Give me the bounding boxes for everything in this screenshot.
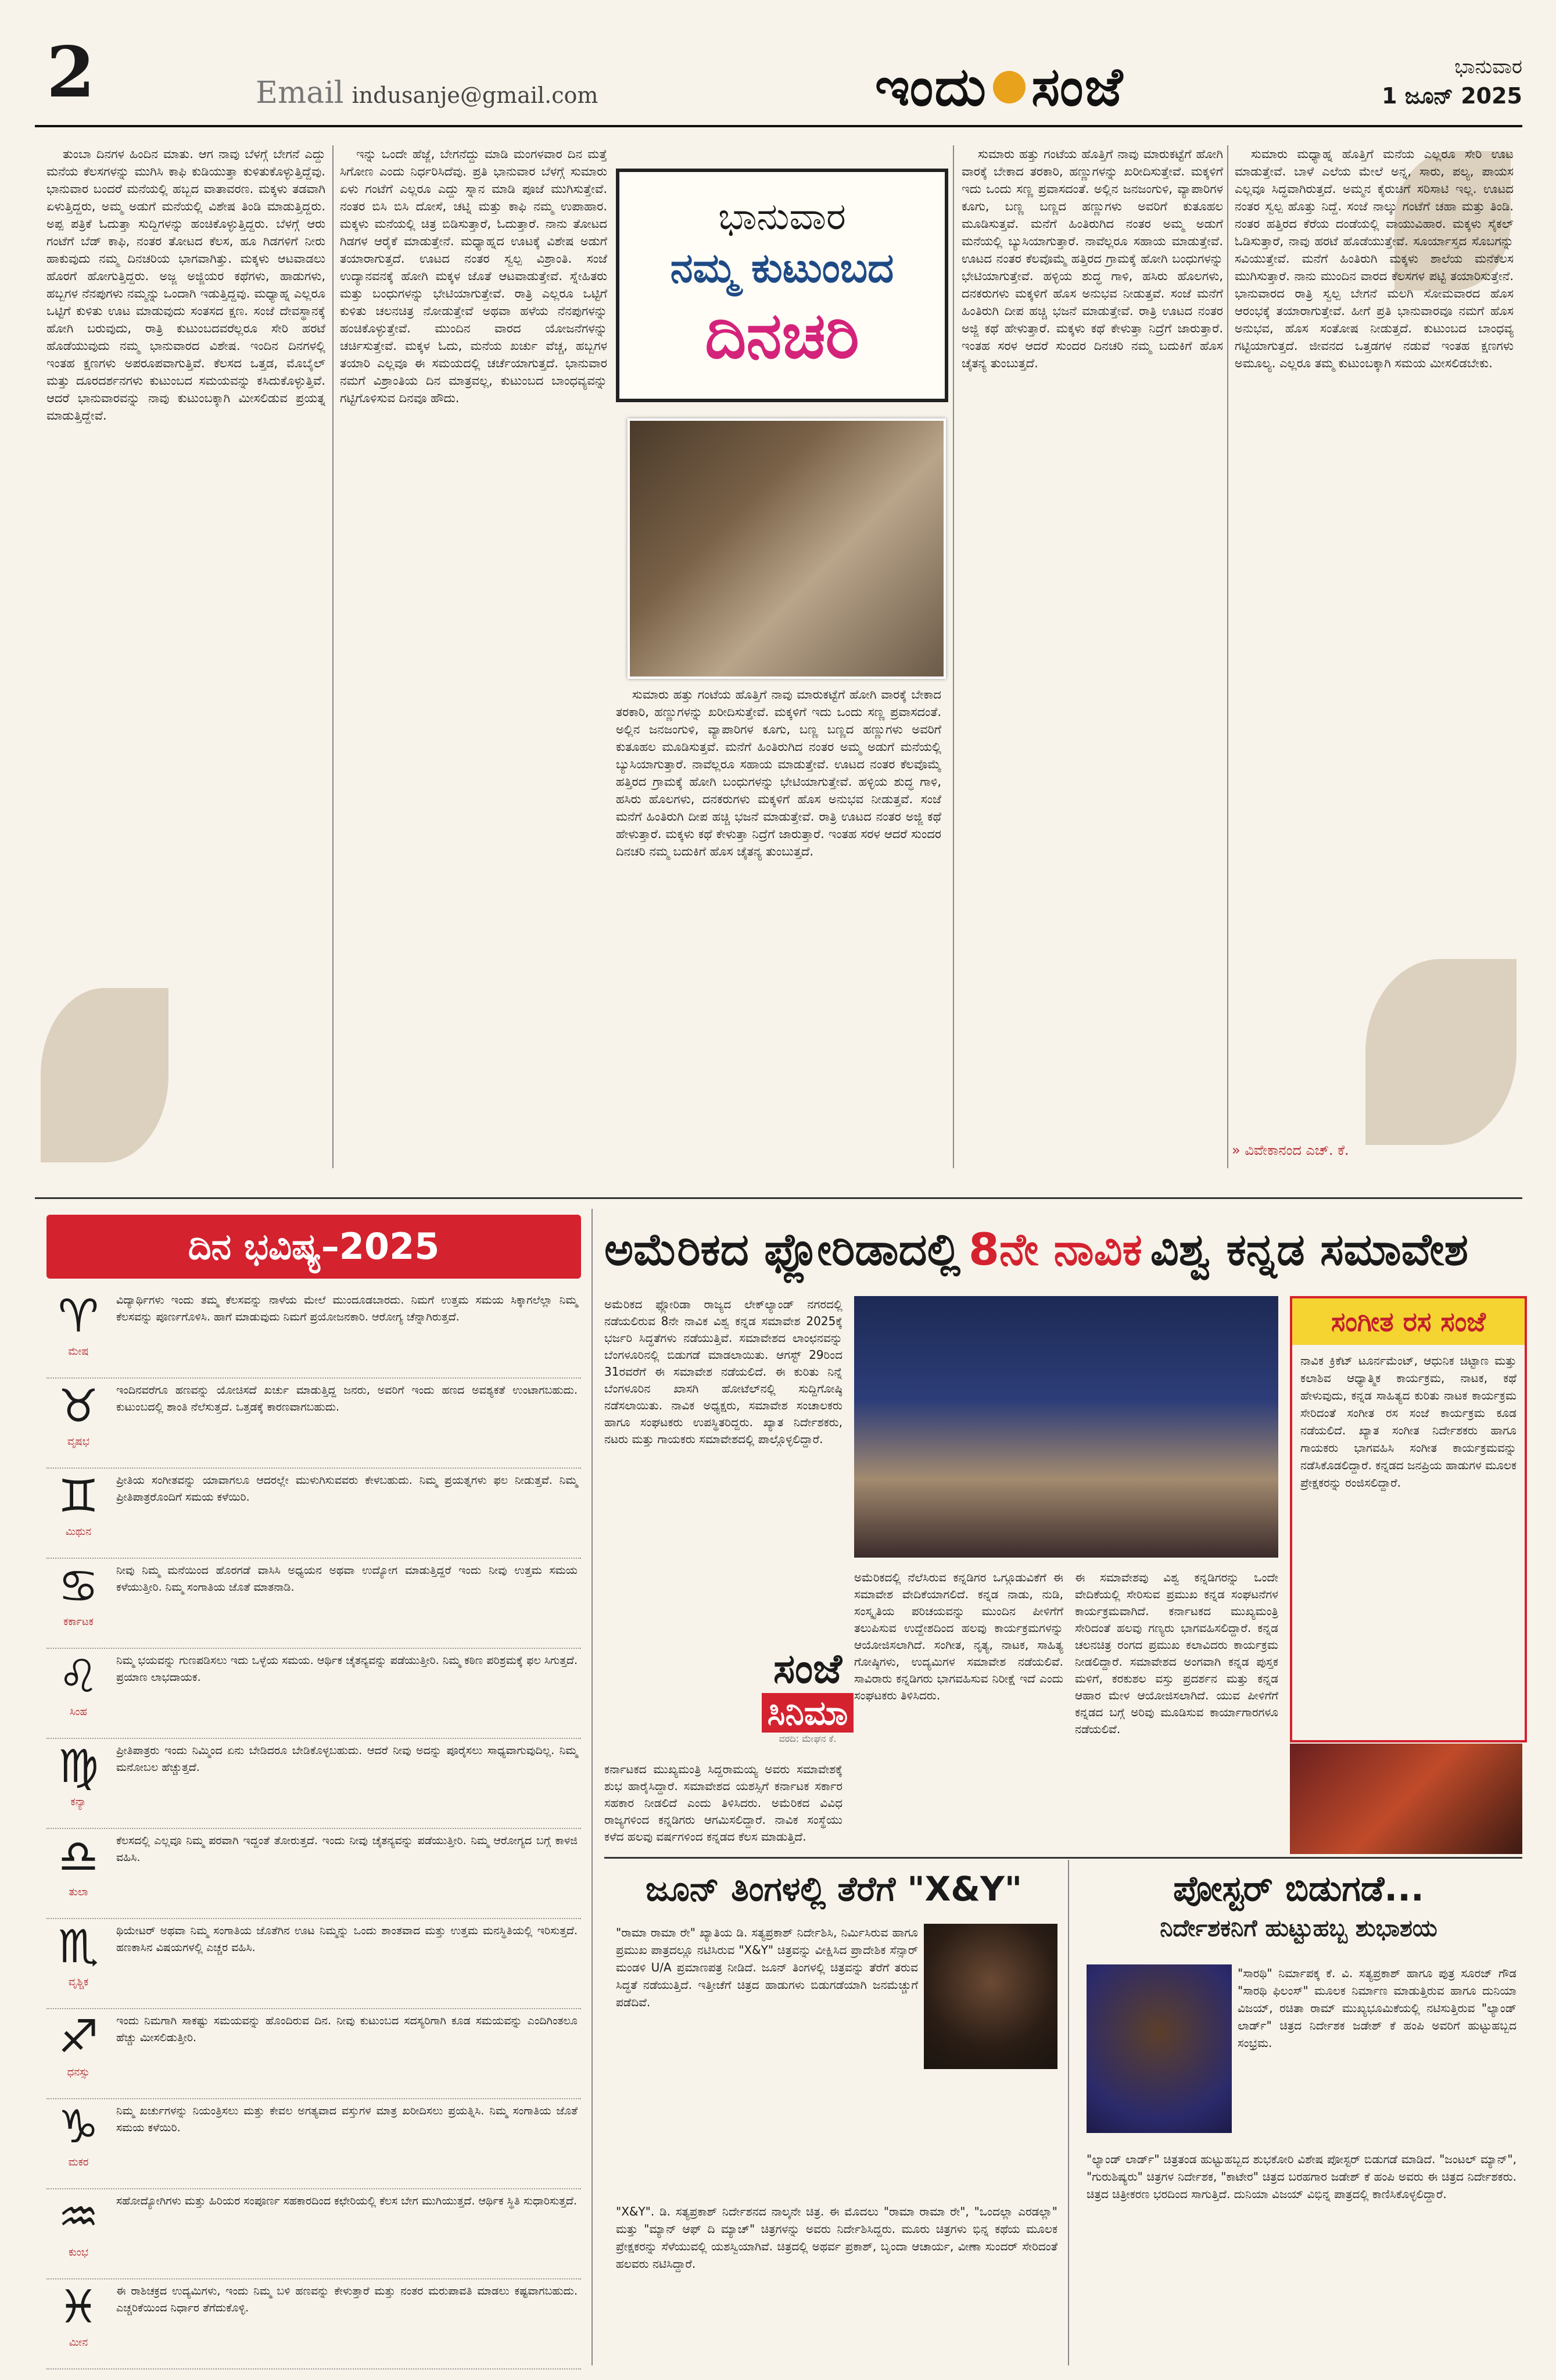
email-label: Email [256, 76, 344, 110]
horoscope-text: ಕೆಲಸದಲ್ಲಿ ಎಲ್ಲವೂ ನಿಮ್ಮ ಪರವಾಗಿ ಇದ್ದಂತೆ ತೋರುತ್ತದೆ. ಇಂದು ನೀವು ಚೈತನ್ಯವನ್ನು ಪಡೆಯುತ್ತೀರಿ. ನಿಮ್ಮ ಆರೋಗ್ಯದ ಬಗ್ಗೆ ಕಾಳಜಿ ವಹಿಸಿ. [116, 1834, 578, 1864]
feature-title-line1: ಭಾನುವಾರ [718, 195, 846, 238]
zodiac-name: ಮೀನ [69, 2336, 88, 2349]
horoscope-text: ಥಿಯೇಟರ್ ಅಥವಾ ನಿಮ್ಮ ಸಂಗಾತಿಯ ಜೊತೆಗಿನ ಊಟ ನಿಮ್ಮನ್ನು ಒಂದು ಶಾಂತವಾದ ಮತ್ತು ಉತ್ತಮ ಮನಸ್ಥಿತಿಯಲ್ಲಿ ಇರಿಸುತ್ತದೆ. ಹಣಕಾಸಿನ ವಿಷಯಗಳಲ್ಲಿ ಎಚ್ಚರ ವಹಿಸಿ. [116, 1924, 578, 1954]
poster-subheadline: ನಿರ್ದೇಶಕನಿಗೆ ಹುಟ್ಟುಹಬ್ಬ ಶುಭಾಶಯ [1160, 1915, 1437, 1942]
feature-byline: » ವಿವೇಕಾನಂದ ಎಚ್. ಕೆ. [1232, 1142, 1349, 1158]
masthead-left: ಇಂದು [874, 55, 988, 118]
zodiac-sign-icon [46, 1558, 110, 1648]
header-rule [35, 125, 1522, 127]
poster-headline: ಪೋಸ್ಟರ್ ಬಿಡುಗಡೆ... [1173, 1869, 1424, 1909]
horoscope-text: ವಿದ್ಯಾರ್ಥಿಗಳು ಇಂದು ತಮ್ಮ ಕೆಲಸವನ್ನು ನಾಳೆಯ ಮೇಲೆ ಮುಂದೂಡಬಾರದು. ನಿಮಗೆ ಉತ್ತಮ ಸಮಯ ಸಿಕ್ಕಾಗಲೆಲ್ಲಾ ನಿಮ್ಮ ಕೆಲಸವನ್ನು ಪೂರ್ಣಗೊಳಿಸಿ. ಹಾಗೆ ಮಾಡುವುದು ನಿಮಗೆ ಪ್ರಯೋಜನಕಾರಿ. ಆರೋಗ್ಯ ಚೆನ್ನಾಗಿರುತ್ತದೆ. [116, 1294, 578, 1323]
section-divider [604, 1857, 1522, 1859]
sangeeta-text: ನಾವಿಕ ಕ್ರಿಕೆಟ್ ಟೂರ್ನಮೆಂಟ್, ಆಧುನಿಕ ಚಿಟ್ಟಾಣ ಮತ್ತು ಕಲಾಶಿವ ಆಧ್ಯಾತ್ಮಿಕ ಕಾರ್ಯಕ್ರಮ, ನಾಟಕ, ಕಥೆ ಹೇಳುವುದು, ಕನ್ನಡ ಸಾಹಿತ್ಯದ ಕುರಿತು ನಾಟಕ ಕಾರ್ಯಕ್ರಮ ಸೇರಿದಂತೆ ಸಂಗೀತ ರಸ ಸಂಜೆ ಕಾರ್ಯಕ್ರಮ ಕೂಡ ನಡೆಯಲಿದೆ. ಖ್ಯಾತ ಸಂಗೀತ ನಿರ್ದೇಶಕರು ಹಾಗೂ ಗಾಯಕರು ಭಾಗವಹಿಸಿ ಸಂಗೀತ ಕಾರ್ಯಕ್ರಮವನ್ನು ನಡೆಸಿಕೊಡಲಿದ್ದಾರೆ. ಕನ್ನಡದ ಜನಪ್ರಿಯ ಹಾಡುಗಳ ಮೂಲಕ ಪ್ರೇಕ್ಷಕರನ್ನು ರಂಜಿಸಲಿದ್ದಾರೆ. [1300, 1354, 1516, 1490]
sanje-cinema-logo [732, 1645, 883, 1755]
horoscope-row [46, 2278, 581, 2370]
florida-headline-pre: ಅಮೆರಿಕದ ಫ್ಲೋರಿಡಾದಲ್ಲಿ [604, 1223, 961, 1275]
florida-column-4: ಕರ್ನಾಟಕದ ಮುಖ್ಯಮಂತ್ರಿ ಸಿದ್ದರಾಮಯ್ಯ ಅವರು ಸಮಾವೇಶಕ್ಕೆ ಶುಭ ಹಾರೈಸಿದ್ದಾರೆ. ಸಮಾವೇಶದ ಯಶಸ್ಸಿಗೆ ಕರ್ನಾಟಕ ಸರ್ಕಾರ ಸಹಕಾರ ನೀಡಲಿದೆ ಎಂದು ತಿಳಿಸಿದರು. ಅಮೆರಿಕದ ವಿವಿಧ ರಾಜ್ಯಗಳಿಂದ ಕನ್ನಡಿಗರು ಆಗಮಿಸಲಿದ್ದಾರೆ. ನಾವಿಕ ಸಂಸ್ಥೆಯು ಕಳೆದ ಹಲವು ವರ್ಷಗಳಿಂದ ಕನ್ನಡದ ಕೆಲಸ ಮಾಡುತ್ತಿದೆ. [604, 1762, 842, 1844]
zodiac-name: ವೃಷಭ [67, 1436, 90, 1448]
feature-column-5: ಸುಮಾರು ಮಧ್ಯಾಹ್ನ ಹೊತ್ತಿಗೆ ಮನೆಯ ಎಲ್ಲರೂ ಸೇರಿ ಊಟ ಮಾಡುತ್ತೇವೆ. ಬಾಳೆ ಎಲೆಯ ಮೇಲೆ ಅನ್ನ, ಸಾರು, ಪಲ್ಯ, ಪಾಯಸ ಎಲ್ಲವೂ ಸಿದ್ಧವಾಗಿರುತ್ತದೆ. ಅಮ್ಮನ ಕೈರುಚಿಗೆ ಸರಿಸಾಟಿ ಇಲ್ಲ. ಊಟದ ನಂತರ ಸ್ವಲ್ಪ ಹೊತ್ತು ನಿದ್ದೆ. ಸಂಜೆ ನಾಲ್ಕು ಗಂಟೆಗೆ ಚಹಾ ಮತ್ತು ತಿಂಡಿ. ನಂತರ ಹತ್ತಿರದ ಕೆರೆಯ ದಂಡೆಯಲ್ಲಿ ವಾಯುವಿಹಾರ. ಮಕ್ಕಳು ಸೈಕಲ್ ಓಡಿಸುತ್ತಾರೆ, ನಾವು ಹರಟೆ ಹೊಡೆಯುತ್ತೇವೆ. ಸೂರ್ಯಾಸ್ತದ ಸೊಬಗನ್ನು ಸವಿಯುತ್ತೇವೆ. ಮನೆಗೆ ಹಿಂತಿರುಗಿ ಮಕ್ಕಳು ಶಾಲೆಯ ಮನೆಕೆಲಸ ಮುಗಿಸುತ್ತಾರೆ. ನಾನು ಮುಂದಿನ ವಾರದ ಕೆಲಸಗಳ ಪಟ್ಟಿ ತಯಾರಿಸುತ್ತೇನೆ. ಭಾನುವಾರದ ರಾತ್ರಿ ಸ್ವಲ್ಪ ಬೇಗನೆ ಮಲಗಿ ಸೋಮವಾರದ ಹೊಸ ಆರಂಭಕ್ಕೆ ತಯಾರಾಗುತ್ತೇವೆ. ಹೀಗೆ ಪ್ರತಿ ಭಾನುವಾರವೂ ನಮಗೆ ಹೊಸ ಅನುಭವ, ಹೊಸ ಸಂತೋಷ ನೀಡುತ್ತದೆ. ಕುಟುಂಬದ ಬಾಂಧವ್ಯ ಗಟ್ಟಿಯಾಗುತ್ತದೆ. ಜೀವನದ ಒತ್ತಡಗಳ ನಡುವೆ ಇಂತಹ ಕ್ಷಣಗಳು ಅಮೂಲ್ಯ. ಎಲ್ಲರೂ ತಮ್ಮ ಕುಟುಂಬಕ್ಕಾಗಿ ಸಮಯ ಮೀಸಲಿಡಬೇಕು. [1235, 147, 1514, 370]
zodiac-symbol: ♎ [58, 1831, 99, 1883]
horoscope-row [46, 1648, 581, 1739]
date-label: 1 ಜೂನ್ 2025 [1382, 83, 1522, 109]
horoscope-row [46, 1738, 581, 1829]
masthead-logo [825, 55, 1174, 118]
horoscope-row [46, 1468, 581, 1559]
zodiac-sign-icon [46, 1918, 110, 2008]
sanje-logo-line3: ವರದಿ: ಮೇಘನ ಕೆ. [779, 1733, 837, 1744]
feature-column-2: ಇನ್ನು ಒಂದೇ ಹೆಜ್ಜೆ, ಬೇಗನೆದ್ದು ಮಾಡಿ ಮಂಗಳವಾರ ದಿನ ಮತ್ತೆ ಸಿಗೋಣ ಎಂದು ನಿರ್ಧರಿಸಿದೆವು. ಪ್ರತಿ ಭಾನುವಾರ ಬೆಳಗ್ಗೆ ಸುಮಾರು ಏಳು ಗಂಟೆಗೆ ಎಲ್ಲರೂ ಎದ್ದು ಸ್ನಾನ ಮಾಡಿ ಪೂಜೆ ಮುಗಿಸುತ್ತೇವೆ. ನಂತರ ಬಿಸಿ ಬಿಸಿ ದೋಸೆ, ಚಟ್ನಿ ಮತ್ತು ಕಾಫಿ ನಮ್ಮ ಉಪಾಹಾರ. ಮಕ್ಕಳು ಮನೆಯಲ್ಲಿ ಚಿತ್ರ ಬಿಡಿಸುತ್ತಾರೆ, ಓದುತ್ತಾರೆ. ನಾನು ತೋಟದ ಗಿಡಗಳ ಆರೈಕೆ ಮಾಡುತ್ತೇನೆ. ಮಧ್ಯಾಹ್ನದ ಊಟಕ್ಕೆ ವಿಶೇಷ ಅಡುಗೆ ತಯಾರಾಗುತ್ತದೆ. ಊಟದ ನಂತರ ಸ್ವಲ್ಪ ವಿಶ್ರಾಂತಿ. ಸಂಜೆ ಉದ್ಯಾನವನಕ್ಕೆ ಹೋಗಿ ಮಕ್ಕಳ ಜೊತೆ ಆಟವಾಡುತ್ತೇವೆ. ಸ್ನೇಹಿತರು ಮತ್ತು ಬಂಧುಗಳನ್ನು ಭೇಟಿಯಾಗುತ್ತೇವೆ. ರಾತ್ರಿ ಎಲ್ಲರೂ ಒಟ್ಟಿಗೆ ಕುಳಿತು ಚಲನಚಿತ್ರ ನೋಡುತ್ತೇವೆ ಅಥವಾ ಹಳೆಯ ನೆನಪುಗಳನ್ನು ಹಂಚಿಕೊಳ್ಳುತ್ತೇವೆ. ಮುಂದಿನ ವಾರದ ಯೋಜನೆಗಳನ್ನು ಚರ್ಚಿಸುತ್ತೇವೆ. ಮಕ್ಕಳ ಓದು, ಮನೆಯ ಖರ್ಚು ವೆಚ್ಚ, ಹಬ್ಬಗಳ ತಯಾರಿ ಎಲ್ಲವೂ ಈ ಸಮಯದಲ್ಲಿ ಚರ್ಚೆಯಾಗುತ್ತದೆ. ಭಾನುವಾರ ನಮಗೆ ವಿಶ್ರಾಂತಿಯ ದಿನ ಮಾತ್ರವಲ್ಲ, ಕುಟುಂಬದ ಬಾಂಧವ್ಯವನ್ನು ಗಟ್ಟಿಗೊಳಿಸುವ ದಿನವೂ ಹೌದು. [340, 147, 607, 405]
zodiac-sign-icon [46, 2098, 110, 2188]
column-rule [1227, 145, 1228, 1168]
feature-column-1: ತುಂಬಾ ದಿನಗಳ ಹಿಂದಿನ ಮಾತು. ಆಗ ನಾವು ಬೆಳಗ್ಗೆ ಬೇಗನೆ ಎದ್ದು ಮನೆಯ ಕೆಲಸಗಳನ್ನು ಮುಗಿಸಿ ಕಾಫಿ ಕುಡಿಯುತ್ತಾ ಕುಳಿತುಕೊಳ್ಳುತ್ತಿದ್ದೆವು. ಭಾನುವಾರ ಬಂದರೆ ಮನೆಯಲ್ಲಿ ಹಬ್ಬದ ವಾತಾವರಣ. ಮಕ್ಕಳು ತಡವಾಗಿ ಏಳುತ್ತಿದ್ದರು, ಅಮ್ಮ ಅಡುಗೆ ಮನೆಯಲ್ಲಿ ವಿಶೇಷ ತಿಂಡಿ ಮಾಡುತ್ತಿದ್ದರು. ಅಪ್ಪ ಪತ್ರಿಕೆ ಓದುತ್ತಾ ಸುದ್ದಿಗಳನ್ನು ಹಂಚಿಕೊಳ್ಳುತ್ತಿದ್ದರು. ಬೆಳಗ್ಗೆ ಆರು ಗಂಟೆಗೆ ಬೆಡ್ ಕಾಫಿ, ನಂತರ ತೋಟದ ಕೆಲಸ, ಹೂ ಗಿಡಗಳಿಗೆ ನೀರು ಹಾಕುವುದು ನಮ್ಮ ದಿನಚರಿಯ ಭಾಗವಾಗಿತ್ತು. ಮಕ್ಕಳು ಆಟವಾಡಲು ಹೊರಗೆ ಹೋಗುತ್ತಿದ್ದರು. ಅಜ್ಜ ಅಜ್ಜಿಯರ ಕಥೆಗಳು, ಹಾಡುಗಳು, ಹಬ್ಬಗಳ ನೆನಪುಗಳು ನಮ್ಮನ್ನು ಒಂದಾಗಿ ಇಡುತ್ತಿದ್ದವು. ಮಧ್ಯಾಹ್ನ ಎಲ್ಲರೂ ಒಟ್ಟಿಗೆ ಕುಳಿತು ಊಟ ಮಾಡುವುದು ಸಂತಸದ ಕ್ಷಣ. ಸಂಜೆ ದೇವಸ್ಥಾನಕ್ಕೆ ಹೋಗಿ ಬರುವುದು, ರಾತ್ರಿ ಕುಟುಂಬದವರೆಲ್ಲರೂ ಸೇರಿ ಹರಟೆ ಹೊಡೆಯುವುದು ನಮ್ಮ ಭಾನುವಾರದ ವಿಶೇಷ. ಇಂದಿನ ದಿನಗಳಲ್ಲಿ ಇಂತಹ ಕ್ಷಣಗಳು ಅಪರೂಪವಾಗುತ್ತಿವೆ. ಕೆಲಸದ ಒತ್ತಡ, ಮೊಬೈಲ್ ಮತ್ತು ದೂರದರ್ಶನಗಳು ಕುಟುಂಬದ ಸಮಯವನ್ನು ಕಸಿದುಕೊಳ್ಳುತ್ತಿವೆ. ಆದರೆ ಭಾನುವಾರವನ್ನು ನಾವು ಕುಟುಂಬಕ್ಕಾಗಿ ಮೀಸಲಿಡುವ ಪ್ರಯತ್ನ ಮಾಡುತ್ತಿದ್ದೇವೆ. [46, 147, 325, 423]
florida-column-1: ಅಮೆರಿಕದ ಫ್ಲೋರಿಡಾ ರಾಜ್ಯದ ಲೇಕ್‌ಲ್ಯಾಂಡ್ ನಗರದಲ್ಲಿ ನಡೆಯಲಿರುವ 8ನೇ ನಾವಿಕ ವಿಶ್ವ ಕನ್ನಡ ಸಮಾವೇಶ 2025ಕ್ಕೆ ಭರ್ಜರಿ ಸಿದ್ಧತೆಗಳು ನಡೆಯುತ್ತಿವೆ. ಸಮಾವೇಶದ ಲಾಂಛನವನ್ನು ಬೆಂಗಳೂರಿನಲ್ಲಿ ಬಿಡುಗಡೆ ಮಾಡಲಾಯಿತು. ಆಗಸ್ಟ್ 29ರಿಂದ 31ರವರೆಗೆ ಈ ಸಮಾವೇಶ ನಡೆಯಲಿದೆ. ಈ ಕುರಿತು ನಿನ್ನೆ ಬೆಂಗಳೂರಿನ ಖಾಸಗಿ ಹೋಟೆಲ್‌ನಲ್ಲಿ ಸುದ್ದಿಗೋಷ್ಠಿ ನಡೆಸಲಾಯಿತು. ನಾವಿಕ ಅಧ್ಯಕ್ಷರು, ಸಮಾವೇಶ ಸಂಚಾಲಕರು ಹಾಗೂ ಸಂಘಟಕರು ಉಪಸ್ಥಿತರಿದ್ದರು. ಖ್ಯಾತ ನಿರ್ದೇಶಕರು, ನಟರು ಮತ್ತು ಗಾಯಕರು ಸಮಾವೇಶದಲ್ಲಿ ಪಾಲ್ಗೊಳ್ಳಲಿದ್ದಾರೆ. [604, 1297, 842, 1446]
zodiac-symbol: ♓ [58, 2281, 99, 2334]
horoscope-title: ದಿನ ಭವಿಷ್ಯ–2025 [46, 1215, 581, 1279]
zodiac-symbol: ♉ [58, 1380, 99, 1433]
poster-text: "ಸಾರಥಿ" ನಿರ್ಮಾಪಕ್ಕ ಕೆ. ವಿ. ಸತ್ಯಪ್ರಕಾಶ್ ಹಾಗೂ ಪುತ್ರ ಸೂರಜ್ ಗೌಡ "ಸಾರಥಿ ಫಿಲಂಸ್" ಮೂಲಕ ನಿರ್ಮಾಣ ಮಾಡುತ್ತಿರುವ ಹಾಗೂ ದುನಿಯಾ ವಿಜಯ್, ರಚಿತಾ ರಾಮ್ ಮುಖ್ಯಭೂಮಿಕೆಯಲ್ಲಿ ನಟಿಸುತ್ತಿರುವ "ಲ್ಯಾಂಡ್ ಲಾರ್ಡ್" ಚಿತ್ರದ ನಿರ್ದೇಶಕ ಜಡೇಶ್ ಕೆ ಹಂಪಿ ಅವರಿಗೆ ಹುಟ್ಟುಹಬ್ಬದ ಸಂಭ್ರಮ. [1238, 1966, 1516, 2050]
masthead-sun-icon [993, 71, 1026, 103]
zodiac-name: ಮಕರ [68, 2156, 89, 2168]
xy-text: "ರಾಮಾ ರಾಮಾ ರೇ" ಖ್ಯಾತಿಯ ಡಿ. ಸತ್ಯಪ್ರಕಾಶ್ ನಿರ್ದೇಶಿಸಿ, ನಿರ್ಮಿಸಿರುವ ಹಾಗೂ ಪ್ರಮುಖ ಪಾತ್ರದಲ್ಲೂ ನಟಿಸಿರುವ "X&Y" ಚಿತ್ರವನ್ನು ವೀಕ್ಷಿಸಿದ ಪ್ರಾದೇಶಿಕ ಸೆನ್ಸಾರ್ ಮಂಡಳಿ U/A ಪ್ರಮಾಣಪತ್ರ ನೀಡಿದೆ. ಜೂನ್ ತಿಂಗಳಲ್ಲಿ ಚಿತ್ರವನ್ನು ತೆರೆಗೆ ತರುವ ಸಿದ್ಧತೆ ನಡೆಯುತ್ತಿದೆ. ಇತ್ತೀಚೆಗೆ ಚಿತ್ರದ ಹಾಡುಗಳು ಬಿಡುಗಡೆಯಾಗಿ ಜನಮೆಚ್ಚುಗೆ ಪಡೆದಿವೆ. [616, 1926, 918, 2009]
florida-column-3: ಈ ಸಮಾವೇಶವು ವಿಶ್ವ ಕನ್ನಡಿಗರನ್ನು ಒಂದೇ ವೇದಿಕೆಯಲ್ಲಿ ಸೇರಿಸುವ ಪ್ರಮುಖ ಕನ್ನಡ ಸಂಘಟನೆಗಳ ಕಾರ್ಯಕ್ರಮವಾಗಿದೆ. ಕರ್ನಾಟಕದ ಮುಖ್ಯಮಂತ್ರಿ ಸೇರಿದಂತೆ ಹಲವು ಗಣ್ಯರು ಭಾಗವಹಿಸಲಿದ್ದಾರೆ. ಕನ್ನಡ ಚಲನಚಿತ್ರ ರಂಗದ ಪ್ರಮುಖ ಕಲಾವಿದರು ಕಾರ್ಯಕ್ರಮ ನೀಡಲಿದ್ದಾರೆ. ಸಮಾವೇಶದ ಅಂಗವಾಗಿ ಕನ್ನಡ ಪುಸ್ತಕ ಮಳಿಗೆ, ಕರಕುಶಲ ವಸ್ತು ಪ್ರದರ್ಶನ ಮತ್ತು ಕನ್ನಡ ಆಹಾರ ಮೇಳ ಆಯೋಜಿಸಲಾಗಿದೆ. ಯುವ ಪೀಳಿಗೆಗೆ ಕನ್ನಡದ ಬಗ್ಗೆ ಅರಿವು ಮೂಡಿಸುವ ಕಾರ್ಯಾಗಾರಗಳೂ ನಡೆಯಲಿವೆ. [1075, 1570, 1278, 1736]
horoscope-row [46, 1377, 581, 1469]
zodiac-sign-icon [46, 2008, 110, 2098]
section-divider [35, 1197, 1522, 1199]
feature-column-4: ಸುಮಾರು ಹತ್ತು ಗಂಟೆಯ ಹೊತ್ತಿಗೆ ನಾವು ಮಾರುಕಟ್ಟೆಗೆ ಹೋಗಿ ವಾರಕ್ಕೆ ಬೇಕಾದ ತರಕಾರಿ, ಹಣ್ಣುಗಳನ್ನು ಖರೀದಿಸುತ್ತೇವೆ. ಮಕ್ಕಳಿಗೆ ಇದು ಒಂದು ಸಣ್ಣ ಪ್ರವಾಸದಂತೆ. ಅಲ್ಲಿನ ಜನಜಂಗುಳಿ, ವ್ಯಾಪಾರಿಗಳ ಕೂಗು, ಬಣ್ಣ ಬಣ್ಣದ ಹಣ್ಣುಗಳು ಅವರಿಗೆ ಕುತೂಹಲ ಮೂಡಿಸುತ್ತವೆ. ಮನೆಗೆ ಹಿಂತಿರುಗಿದ ನಂತರ ಅಮ್ಮ ಅಡುಗೆ ಮನೆಯಲ್ಲಿ ಬ್ಯುಸಿಯಾಗುತ್ತಾರೆ. ನಾವೆಲ್ಲರೂ ಸಹಾಯ ಮಾಡುತ್ತೇವೆ. ಊಟದ ನಂತರ ಕೆಲವೊಮ್ಮೆ ಹತ್ತಿರದ ಗ್ರಾಮಕ್ಕೆ ಹೋಗಿ ಬಂಧುಗಳನ್ನು ಭೇಟಿಯಾಗುತ್ತೇವೆ. ಹಳ್ಳಿಯ ಶುದ್ಧ ಗಾಳಿ, ಹಸಿರು ಹೊಲಗಳು, ದನಕರುಗಳು ಮಕ್ಕಳಿಗೆ ಹೊಸ ಅನುಭವ ನೀಡುತ್ತವೆ. ಸಂಜೆ ಮನೆಗೆ ಹಿಂತಿರುಗಿ ದೀಪ ಹಚ್ಚಿ ಭಜನೆ ಮಾಡುತ್ತೇವೆ. ರಾತ್ರಿ ಊಟದ ನಂತರ ಅಜ್ಜಿ ಕಥೆ ಹೇಳುತ್ತಾರೆ. ಮಕ್ಕಳು ಕಥೆ ಕೇಳುತ್ತಾ ನಿದ್ರೆಗೆ ಜಾರುತ್ತಾರೆ. ಇಂತಹ ಸರಳ ಆದರೆ ಸುಂದರ ದಿನಚರಿ ನಮ್ಮ ಬದುಕಿಗೆ ಹೊಸ ಚೈತನ್ಯ ತುಂಬುತ್ತದೆ. [962, 147, 1223, 370]
poster-director-photo [1087, 1964, 1232, 2133]
horoscope-row [46, 1828, 581, 1919]
florida-headline [604, 1215, 1522, 1284]
column-rule [953, 145, 954, 1168]
horoscope-row [46, 2008, 581, 2099]
column-rule [1068, 1860, 1069, 2365]
masthead-right: ಸಂಜೆ [1031, 55, 1124, 118]
zodiac-name: ಕನ್ಯಾ [70, 1796, 87, 1808]
page-number: 2 [46, 31, 95, 113]
horoscope-text: ಇಂದಿನವರೆಗೂ ಹಣವನ್ನು ಯೋಚಿಸದೆ ಖರ್ಚು ಮಾಡುತ್ತಿದ್ದ ಜನರು, ಅವರಿಗೆ ಇಂದು ಹಣದ ಅವಶ್ಯಕತೆ ಉಂಟಾಗಬಹುದು. ಕುಟುಂಬದಲ್ಲಿ ಶಾಂತಿ ನೆಲೆಸುತ್ತದೆ. ಒತ್ತಡಕ್ಕೆ ಕಾರಣವಾಗಬಹುದು. [116, 1384, 578, 1413]
horoscope-text: ಇಂದು ನಿಮಗಾಗಿ ಸಾಕಷ್ಟು ಸಮಯವನ್ನು ಹೊಂದಿರುವ ದಿನ. ನೀವು ಕುಟುಂಬದ ಸದಸ್ಯರಿಗಾಗಿ ಕೂಡ ಸಮಯವನ್ನು ಎಂದಿಗಿಂತಲೂ ಹೆಚ್ಚು ಮೀಸಲಿಡುತ್ತೀರಿ. [116, 2014, 578, 2044]
zodiac-name: ವೃಶ್ಚಿಕ [68, 1976, 89, 1988]
zodiac-sign-icon [46, 1287, 110, 1377]
zodiac-symbol: ♍ [58, 1741, 99, 1793]
horoscope-row [46, 1287, 581, 1379]
horoscope-text: ನೀವು ನಿಮ್ಮ ಮನೆಯಿಂದ ಹೊರಗಡೆ ವಾಸಿಸಿ ಅಧ್ಯಯನ ಅಥವಾ ಉದ್ಯೋಗ ಮಾಡುತ್ತಿದ್ದರೆ ಇಂದು ನೀವು ಉತ್ತಮ ಸಮಯ ಕಳೆಯುತ್ತೀರಿ. ನಿಮ್ಮ ಸಂಗಾತಿಯ ಜೊತೆ ಮಾತನಾಡಿ. [116, 1564, 578, 1594]
horoscope-row [46, 1918, 581, 2009]
zodiac-sign-icon [46, 1377, 110, 1468]
email-address[interactable]: indusanje@gmail.com [352, 83, 598, 108]
zodiac-sign-icon [46, 2188, 110, 2278]
zodiac-symbol: ♌ [58, 1651, 99, 1703]
zodiac-symbol: ♒ [58, 2191, 99, 2243]
xy-bottom-text: "X&Y". ಡಿ. ಸತ್ಯಪ್ರಕಾಶ್ ನಿರ್ದೇಶನದ ನಾಲ್ಕನೇ ಚಿತ್ರ. ಈ ಮೊದಲು "ರಾಮಾ ರಾಮಾ ರೇ", "ಒಂದಲ್ಲಾ ಎರಡಲ್ಲಾ" ಮತ್ತು "ಮ್ಯಾನ್ ಆಫ್ ದಿ ಮ್ಯಾಚ್" ಚಿತ್ರಗಳನ್ನು ಅವರು ನಿರ್ದೇಶಿಸಿದ್ದರು. ಮೂರು ಚಿತ್ರಗಳು ಭಿನ್ನ ಕಥೆಯ ಮೂಲಕ ಪ್ರೇಕ್ಷಕರನ್ನು ಸೆಳೆಯುವಲ್ಲಿ ಯಶಸ್ವಿಯಾಗಿವೆ. ಚಿತ್ರದಲ್ಲಿ ಅಥರ್ವ ಪ್ರಕಾಶ್, ಬೃಂದಾ ಆಚಾರ್ಯ, ವೀಣಾ ಸುಂದರ್ ಸೇರಿದಂತೆ ಹಲವರು ನಟಿಸಿದ್ದಾರೆ. [616, 2204, 1057, 2271]
poster-bottom-text: "ಲ್ಯಾಂಡ್ ಲಾರ್ಡ್" ಚಿತ್ರತಂಡ ಹುಟ್ಟುಹಬ್ಬದ ಶುಭಕೋರಿ ವಿಶೇಷ ಪೋಸ್ಟರ್ ಬಿಡುಗಡೆ ಮಾಡಿದೆ. "ಜಂಟಲ್ ಮ್ಯಾನ್", "ಗುರುಶಿಷ್ಯರು" ಚಿತ್ರಗಳ ನಿರ್ದೇಶಕ, "ಕಾಟೇರ" ಚಿತ್ರದ ಬರಹಗಾರ ಜಡೇಶ್ ಕೆ ಹಂಪಿ ಅವರು ಈ ಚಿತ್ರದ ನಿರ್ದೇಶಕರು. ಚಿತ್ರದ ಚಿತ್ರೀಕರಣ ಭರದಿಂದ ಸಾಗುತ್ತಿದೆ. ದುನಿಯಾ ವಿಜಯ್ ವಿಭಿನ್ನ ಪಾತ್ರದಲ್ಲಿ ಕಾಣಿಸಿಕೊಳ್ಳಲಿದ್ದಾರೆ. [1087, 2152, 1516, 2201]
zodiac-symbol: ♈ [58, 1290, 99, 1343]
horoscope-text: ಪ್ರೀತಿಪಾತ್ರರು ಇಂದು ನಿಮ್ಮಿಂದ ಏನು ಬೇಡಿದರೂ ಬೇಡಿಕೊಳ್ಳಬಹುದು. ಆದರೆ ನೀವು ಅದನ್ನು ಪೂರೈಸಲು ಸಾಧ್ಯವಾಗುವುದಿಲ್ಲ. ನಿಮ್ಮ ಮನೋಬಲ ಹೆಚ್ಚುತ್ತದೆ. [116, 1744, 578, 1774]
zodiac-name: ಸಿಂಹ [69, 1706, 87, 1718]
zodiac-symbol: ♑ [58, 2101, 99, 2153]
day-label: ಭಾನುವಾರ [1454, 55, 1522, 78]
sanje-logo-line2: ಸಿನಿಮಾ [762, 1693, 854, 1733]
zodiac-name: ಮಿಥುನ [65, 1526, 92, 1538]
zodiac-name: ತುಲಾ [69, 1886, 88, 1898]
zodiac-name: ಧನಸ್ಸು [67, 2066, 90, 2078]
zodiac-sign-icon [46, 1648, 110, 1738]
zodiac-symbol: ♋ [58, 1561, 99, 1613]
horoscope-text: ಸಹೋದ್ಯೋಗಿಗಳು ಮತ್ತು ಹಿರಿಯರ ಸಂಪೂರ್ಣ ಸಹಕಾರದಿಂದ ಕಛೇರಿಯಲ್ಲಿ ಕೆಲಸ ಬೇಗ ಮುಗಿಯುತ್ತದೆ. ಆರ್ಥಿಕ ಸ್ಥಿತಿ ಸುಧಾರಿಸುತ್ತದೆ. [116, 2195, 577, 2207]
florida-headline-post: ವಿಶ್ವ ಕನ್ನಡ ಸಮಾವೇಶ [1150, 1223, 1469, 1275]
feature-title-line3: ದಿನಚರಿ [705, 298, 859, 373]
feature-title-box [616, 169, 948, 402]
stage-photo [1290, 1744, 1522, 1854]
column-rule [332, 145, 334, 1168]
zodiac-sign-icon [46, 1738, 110, 1828]
horoscope-row [46, 2098, 581, 2189]
xy-headline: ಜೂನ್ ತಿಂಗಳಲ್ಲಿ ತೆರೆಗೆ "X&Y" [645, 1869, 1023, 1909]
zodiac-name: ಮೇಷ [68, 1345, 89, 1358]
column-rule [591, 1209, 593, 2365]
florida-headline-red: 8ನೇ ನಾವಿಕ [969, 1223, 1142, 1275]
zodiac-symbol: ♏ [58, 1921, 99, 1973]
family-photo [628, 418, 946, 679]
email-line [256, 76, 598, 110]
zodiac-symbol: ♊ [58, 1470, 99, 1523]
horoscope-text: ಪ್ರೀತಿಯ ಸಂಗೀತವನ್ನು ಯಾವಾಗಲೂ ಆದರಲ್ಲೇ ಮುಳುಗಿಸುವವರು ಕೇಳಬಹುದು. ನಿಮ್ಮ ಪ್ರಯತ್ನಗಳು ಫಲ ನೀಡುತ್ತವೆ. ನಿಮ್ಮ ಪ್ರೀತಿಪಾತ್ರರೊಂದಿಗೆ ಸಮಯ ಕಳೆಯಿರಿ. [116, 1474, 578, 1504]
florida-event-photo [854, 1296, 1278, 1558]
horoscope-row [46, 2188, 581, 2279]
zodiac-sign-icon [46, 1828, 110, 1918]
horoscope-text: ನಿಮ್ಮ ಖರ್ಚುಗಳನ್ನು ನಿಯಂತ್ರಿಸಲು ಮತ್ತು ಕೇವಲ ಅಗತ್ಯವಾದ ವಸ್ತುಗಳ ಮಾತ್ರ ಖರೀದಿಸಲು ಪ್ರಯತ್ನಿಸಿ. ನಿಮ್ಮ ಸಂಗಾತಿಯ ಜೊತೆ ಸಮಯ ಕಳೆಯಿರಿ. [116, 2105, 578, 2134]
horoscope-text: ಈ ರಾಶಿಚಕ್ರದ ಉದ್ಯಮಿಗಳು, ಇಂದು ನಿಮ್ಮ ಬಳಿ ಹಣವನ್ನು ಕೇಳುತ್ತಾರೆ ಮತ್ತು ನಂತರ ಮರುಪಾವತಿ ಮಾಡಲು ಕಷ್ಟವಾಗಬಹುದು. ಎಚ್ಚರಿಕೆಯಿಂದ ನಿರ್ಧಾರ ತೆಗೆದುಕೊಳ್ಳಿ. [116, 2285, 578, 2314]
zodiac-name: ಕುಂಭ [68, 2246, 89, 2259]
horoscope-text: ನಿಮ್ಮ ಭಯವನ್ನು ಗುಣಪಡಿಸಲು ಇದು ಒಳ್ಳೆಯ ಸಮಯ. ಆರ್ಥಿಕ ಚೈತನ್ಯವನ್ನು ಪಡೆಯುತ್ತೀರಿ. ನಿಮ್ಮ ಕಠಿಣ ಪರಿಶ್ರಮಕ್ಕೆ ಫಲ ಸಿಗುತ್ತದೆ. ಪ್ರಯಾಣ ಲಾಭದಾಯಕ. [116, 1654, 578, 1684]
sangeeta-box [1290, 1296, 1527, 1742]
sanje-logo-line1: ಸಂಜೆ [773, 1645, 842, 1692]
horoscope-row [46, 1558, 581, 1649]
director-photo [924, 1924, 1057, 2069]
feature-column-3: ಸುಮಾರು ಹತ್ತು ಗಂಟೆಯ ಹೊತ್ತಿಗೆ ನಾವು ಮಾರುಕಟ್ಟೆಗೆ ಹೋಗಿ ವಾರಕ್ಕೆ ಬೇಕಾದ ತರಕಾರಿ, ಹಣ್ಣುಗಳನ್ನು ಖರೀದಿಸುತ್ತೇವೆ. ಮಕ್ಕಳಿಗೆ ಇದು ಒಂದು ಸಣ್ಣ ಪ್ರವಾಸದಂತೆ. ಅಲ್ಲಿನ ಜನಜಂಗುಳಿ, ವ್ಯಾಪಾರಿಗಳ ಕೂಗು, ಬಣ್ಣ ಬಣ್ಣದ ಹಣ್ಣುಗಳು ಅವರಿಗೆ ಕುತೂಹಲ ಮೂಡಿಸುತ್ತವೆ. ಮನೆಗೆ ಹಿಂತಿರುಗಿದ ನಂತರ ಅಮ್ಮ ಅಡುಗೆ ಮನೆಯಲ್ಲಿ ಬ್ಯುಸಿಯಾಗುತ್ತಾರೆ. ನಾವೆಲ್ಲರೂ ಸಹಾಯ ಮಾಡುತ್ತೇವೆ. ಊಟದ ನಂತರ ಕೆಲವೊಮ್ಮೆ ಹತ್ತಿರದ ಗ್ರಾಮಕ್ಕೆ ಹೋಗಿ ಬಂಧುಗಳನ್ನು ಭೇಟಿಯಾಗುತ್ತೇವೆ. ಹಳ್ಳಿಯ ಶುದ್ಧ ಗಾಳಿ, ಹಸಿರು ಹೊಲಗಳು, ದನಕರುಗಳು ಮಕ್ಕಳಿಗೆ ಹೊಸ ಅನುಭವ ನೀಡುತ್ತವೆ. ಸಂಜೆ ಮನೆಗೆ ಹಿಂತಿರುಗಿ ದೀಪ ಹಚ್ಚಿ ಭಜನೆ ಮಾಡುತ್ತೇವೆ. ರಾತ್ರಿ ಊಟದ ನಂತರ ಅಜ್ಜಿ ಕಥೆ ಹೇಳುತ್ತಾರೆ. ಮಕ್ಕಳು ಕಥೆ ಕೇಳುತ್ತಾ ನಿದ್ರೆಗೆ ಜಾರುತ್ತಾರೆ. ಇಂತಹ ಸರಳ ಆದರೆ ಸುಂದರ ದಿನಚರಿ ನಮ್ಮ ಬದುಕಿಗೆ ಹೊಸ ಚೈತನ್ಯ ತುಂಬುತ್ತದೆ. [616, 688, 941, 858]
zodiac-symbol: ♐ [58, 2011, 99, 2063]
zodiac-name: ಕರ್ಕಾಟಕ [63, 1616, 94, 1628]
zodiac-sign-icon [46, 2278, 110, 2368]
sangeeta-title: ಸಂಗೀತ ರಸ ಸಂಜೆ [1292, 1298, 1525, 1345]
florida-column-2: ಅಮೆರಿಕದಲ್ಲಿ ನೆಲೆಸಿರುವ ಕನ್ನಡಿಗರ ಒಗ್ಗೂಡುವಿಕೆಗೆ ಈ ಸಮಾವೇಶ ವೇದಿಕೆಯಾಗಲಿದೆ. ಕನ್ನಡ ನಾಡು, ನುಡಿ, ಸಂಸ್ಕೃತಿಯ ಪರಿಚಯವನ್ನು ಮುಂದಿನ ಪೀಳಿಗೆಗೆ ತಲುಪಿಸುವ ಉದ್ದೇಶದಿಂದ ಹಲವು ಕಾರ್ಯಕ್ರಮಗಳನ್ನು ಆಯೋಜಿಸಲಾಗಿದೆ. ಸಂಗೀತ, ನೃತ್ಯ, ನಾಟಕ, ಸಾಹಿತ್ಯ ಗೋಷ್ಠಿಗಳು, ಉದ್ಯಮಿಗಳ ಸಮಾವೇಶ ನಡೆಯಲಿವೆ. ಸಾವಿರಾರು ಕನ್ನಡಿಗರು ಭಾಗವಹಿಸುವ ನಿರೀಕ್ಷೆ ಇದೆ ಎಂದು ಸಂಘಟಕರು ತಿಳಿಸಿದರು. [854, 1570, 1063, 1702]
date-block [1336, 52, 1522, 110]
feature-title-line2: ನಮ್ಮ ಕುಟುಂಬದ [670, 244, 894, 292]
zodiac-sign-icon [46, 1468, 110, 1558]
